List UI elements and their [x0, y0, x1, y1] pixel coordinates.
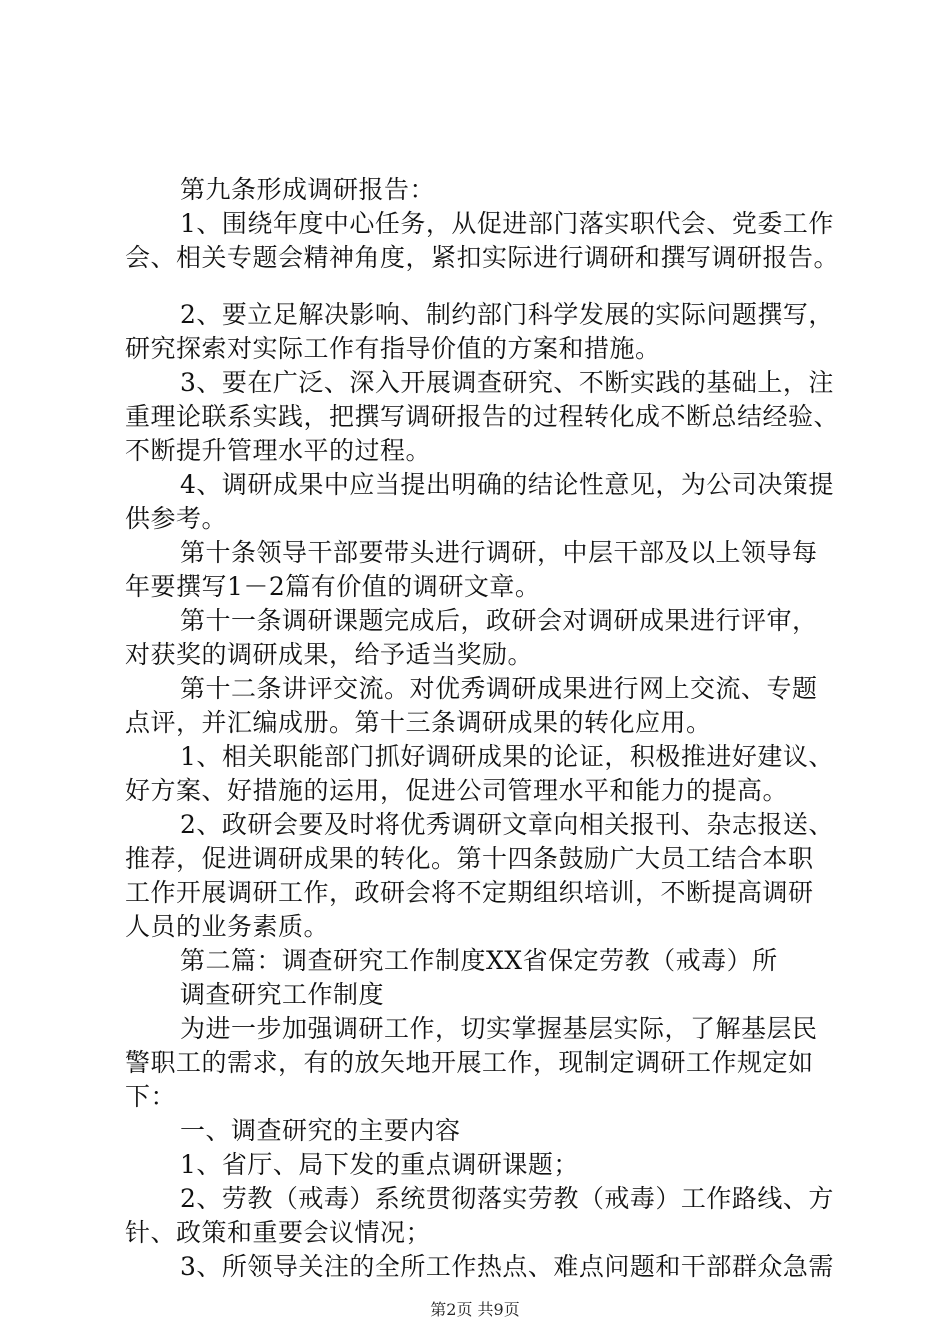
text-line: 供参考。 [125, 504, 228, 533]
text-line: 1、省厅、局下发的重点调研课题； [180, 1150, 579, 1179]
text-line: 第九条形成调研报告： [180, 175, 436, 204]
text-line: 人员的业务素质。 [125, 912, 330, 941]
text-line: 推荐，促进调研成果的转化。第十四条鼓励广大员工结合本职 [125, 844, 814, 873]
text-line: 研究探索对实际工作有指导价值的方案和措施。 [125, 334, 661, 363]
page-number-footer: 第2页 共9页 [430, 1300, 520, 1319]
text-line: 对获奖的调研成果，给予适当奖励。 [125, 640, 534, 669]
text-line: 1、相关职能部门抓好调研成果的论证，积极推进好建议、 [180, 742, 834, 771]
section-heading: 第二篇：调查研究工作制度XX省保定劳教（戒毒）所 [180, 946, 778, 975]
text-line: 警职工的需求，有的放矢地开展工作，现制定调研工作规定如 [125, 1048, 814, 1077]
text-line: 为进一步加强调研工作，切实掌握基层实际，了解基层民 [180, 1014, 818, 1043]
text-line: 3、要在广泛、深入开展调查研究、不断实践的基础上，注 [180, 368, 834, 397]
text-line: 不断提升管理水平的过程。 [125, 436, 432, 465]
text-line: 下： [125, 1082, 177, 1111]
text-line: 4、调研成果中应当提出明确的结论性意见，为公司决策提 [180, 470, 834, 499]
text-line: 一、调查研究的主要内容 [180, 1116, 461, 1145]
text-line: 1、围绕年度中心任务，从促进部门落实职代会、党委工作 [180, 209, 834, 238]
text-line: 针、政策和重要会议情况； [125, 1218, 432, 1247]
text-line: 2、要立足解决影响、制约部门科学发展的实际问题撰写， [180, 300, 834, 329]
text-line: 第十一条调研课题完成后，政研会对调研成果进行评审， [180, 606, 818, 635]
text-line: 好方案、好措施的运用，促进公司管理水平和能力的提高。 [125, 776, 789, 805]
text-line: 会、相关专题会精神角度，紧扣实际进行调研和撰写调研报告。 [125, 243, 840, 272]
text-line: 2、政研会要及时将优秀调研文章向相关报刊、杂志报送、 [180, 810, 834, 839]
text-line: 重理论联系实践，把撰写调研报告的过程转化成不断总结经验、 [125, 402, 840, 431]
text-line: 工作开展调研工作，政研会将不定期组织培训，不断提高调研 [125, 878, 814, 907]
text-line: 2、劳教（戒毒）系统贯彻落实劳教（戒毒）工作路线、方 [180, 1184, 834, 1213]
text-line: 点评，并汇编成册。第十三条调研成果的转化应用。 [125, 708, 712, 737]
text-line: 年要撰写1－2篇有价值的调研文章。 [125, 572, 541, 601]
text-line: 3、所领导关注的全所工作热点、难点问题和干部群众急需 [180, 1252, 834, 1281]
text-line: 第十二条讲评交流。对优秀调研成果进行网上交流、专题 [180, 674, 818, 703]
text-line: 第十条领导干部要带头进行调研，中层干部及以上领导每 [180, 538, 818, 567]
section-subtitle: 调查研究工作制度 [180, 980, 385, 1009]
